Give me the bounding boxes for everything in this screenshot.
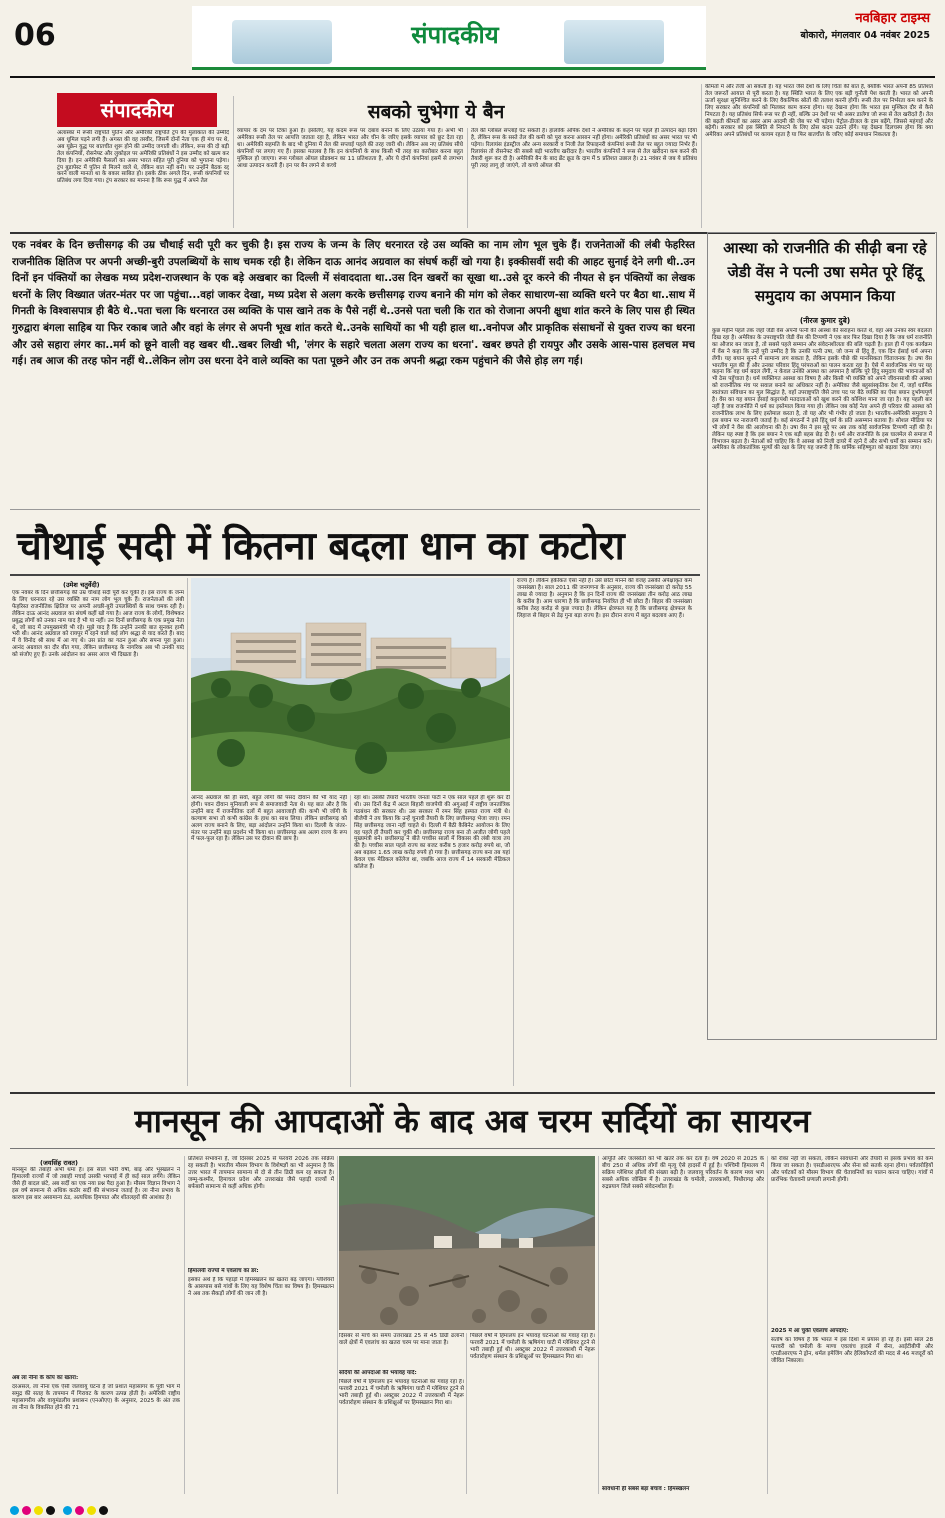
photo-caption: दिसंबर से मार्च का समय उत्तराखंड 25 से 45 डिग्री ढलानों वाले क्षेत्रों में एवलांच का खतरा चरम पर माना जाता है। [339, 1333, 464, 1346]
bottom-author: (जयसिंह रावत) [40, 1159, 78, 1167]
bottom-col-1b: दरअसल, ला नीना एक ऐसी जलवायु घटना है जो प्रशांत महासागर के पूर्वी भाग में समुद्र की सतह के तापमान में गिरावट के कारण उत्पन्न होती है। अमेरिकी राष्ट्रीय महासागरीय और वायुमंडलीय प्रशासन (एनओएए) के अनुसार, 2025 के अंत तक ला नीना के विकसित होने की 71 [12, 1384, 180, 1411]
lead-author: (उमेश चतुर्वेदी) [63, 581, 100, 589]
lead-col-2: आनंद अग्रवाल की ही सर्वो, बहुत लोगों की पसंद दीवान की भी याद नहीं होगी। पवन दीवान मुनियाली रूप से समाजवादी नेता थे। यह बात और है कि उन्होंने बाद में राजनीतिक दलों में बहुत आवाजाही की। कभी भी जाँगी के कल्याण सभा तो कभी कांग्रेस के हाथ का साथ लिया। लेकिन छत्तीसगढ़ को अलग राज्य बनाने के लिए, बड़ा आंदोलन उन्होंने किया था। दिल्ली के जंतर-मंतर पर उन्होंने बड़ा प्रदर्शन भी किया था। छत्तीसगढ़ अब अलग राज्य के रूप में फल-फूल रहा है। लेकिन उस पर दीवान की छाप है। [191, 795, 347, 843]
editorial-col-3: तेल की ग्लोबल सप्लाई घट सकती है। हालांकि ओपेक देशों ने अमेरिका के कहने पर पहले ही उत्पादन बढ़ा दिया है, लेकिन रूस के सस्ते तेल की कमी को पूरा करना आसान नहीं होगा। अमेरिकी प्रतिबंधों का असर भारत पर भी पड़ेगा। रिलायंस इंडस्ट्रीज और अन्य सरकारी व निजी तेल रिफाइनरी कंपनियां रूसी तेल पर बहुत ज्यादा निर्भर हैं। रिलायंस तो रोसनेफ्ट की सबसे बड़ी भारतीय खरीदार है। भारतीय कंपनियों ने रूस से तेल खरीदना कम करने की तैयारी शुरू कर दी है। अमेरिकी बैन के बाद ब्रेंट क्रूड के दाम में 5 प्रतिशत उछाल है। 21 नवंबर से जब ये प्रतिबंध पूरी तरह लागू हो जाएंगे, तो कच्चे ऑयल की [471, 128, 697, 169]
newspaper-name: नवबिहार टाइम्स [855, 11, 930, 26]
bottom-col-2b: इसका अर्थ है कि पहाड़ों में हिमस्खलन का खतरा बढ़ जाएगा। ग्लेशियरों के आसपास बसे गांवों के लिए यह विशेष चिंता का विषय है। हिमस्खलन ने अब तक सैकड़ों लोगों की जान ली है। [188, 1277, 334, 1297]
bottom-col-5b: संतोष का विषय है कि भारत में इस दिशा में प्रयास हो रहे हैं। इसी साल 28 फरवरी को चमोली के माणा एवलांच हादसे में सेना, आईटीबीपी और एनडीआरएफ ने ड्रोन, थर्मल इमेजिंग और हेलिकॉप्टरों की मदद से 46 मजदूरों को जीवित निकाला। [771, 1337, 933, 1364]
bottom-col-4: आपूर्ति और जलस्रोतों को भी खतरे तक कर देता है। वर्ष 2020 से 2025 के बीच 250 से अधिक लोगों की मृत्यु ऐसे हादसों में हुई है। पश्चिमी हिमालय में सक्रिय ग्लेशियर झीलों की संख्या बढ़ी है। जलवायु परिवर्तन के कारण मध्य भाग सबसे अधिक जोखिम में है। उत्तराखंड के चमोली, उत्तरकाशी, पिथौरागढ़ और रुद्रप्रयाग जिले सबसे संवेदनशील हैं। [602, 1156, 764, 1190]
raipur-building-photo [191, 578, 510, 791]
editorial-col-4: कीमतों में और तेजी आ सकती है। यह भारत जैसे देशों के लिए चिंता की बात है, क्योंकि भारत अपनी 85 प्रतिशत तेल जरूरतें आयात से पूरी करता है। यह स्थिति भारत के लिए एक बड़ी चुनौती पेश करती है। भारत को अपनी ऊर्जा सुरक्षा सुनिश्चित करने के लिए वैकल्पिक स्रोतों की तलाश करनी होगी। रूसी तेल पर निर्भरता कम करने के लिए सरकार और कंपनियों को मिलकर काम करना होगा। यह देखना होगा कि भारत इस मुश्किल दौर से कैसे निपटता है। यह प्रतिबंध सिर्फ रूस पर ही नहीं, बल्कि उन देशों पर भी असर डालेगा जो रूस से तेल खरीदते हैं। तेल की बढ़ती कीमतों का असर आम आदमी की जेब पर भी पड़ेगा। पेट्रोल-डीजल के दाम बढ़ेंगे, जिससे महंगाई और बढ़ेगी। सरकार को इस स्थिति से निपटने के लिए ठोस कदम उठाने होंगे। यह देखना दिलचस्प होगा कि क्या अमेरिका अपने प्रतिबंधों पर कायम रहता है या फिर बातचीत के जरिए कोई समाधान निकलता है। [705, 84, 933, 139]
landmark-art-icon [232, 20, 332, 64]
date-line: बोकारो, मंगलवार 04 नवंबर 2025 [800, 30, 930, 41]
bottom-col-4-caption: सावधानी ही सबसे बड़ा बचाव : हिमस्खलन [602, 1486, 690, 1492]
lead-col-3: रहा था। उसकी तैयारी भारतीय जनता पार्टी ने एक साल पहले ही शुरू कर दी थी। उस दिनों केंद्र में अटल बिहारी वाजपेयी की अगुआई में राष्ट्रीय जनतांत्रिक गठबंधन की सरकार थी। उस सरकार में रमन सिंह इस्पात राज्य मंत्री थे। बीजेपी ने तय किया कि उन्हें चुनावी तैयारी के लिए छत्तीसगढ़ भेजा जाए। रमन सिंह छत्तीसगढ़ जाना नहीं चाहते थे। दिल्ली में बैठी कैबिनेट आयोजन के लिए वह पहले ही तैयारी कर चुकी थी। छत्तीसगढ़ राज्य बना तो अजीत जोगी पहले मुख्यमंत्री बने। छत्तीसगढ़ ने बीते पच्चीस सालों में विकास की लंबी यात्रा तय की है। पच्चीस साल पहले राज्य का बजट करीब 5 हजार करोड़ रुपये था, जो अब बढ़कर 1.65 लाख करोड़ रुपये हो गया है। छत्तीसगढ़ राज्य बना तब यहां केवल एक मेडिकल कॉलेज था, जबकि आज राज्य में 14 सरकारी मेडिकल कॉलेज हैं। [354, 795, 510, 871]
bottom-col-5: को रोका नहीं जा सकता, लेकिन सावधानी और तैयारी से इसके प्रभाव को कम किया जा सकता है। एसडीआरएफ और सेना को सतर्क रहना होगा। पर्वतारोहियों और पर्यटकों को मौसम विभाग की चेतावनियों का पालन करना चाहिए। गांवों में प्रारंभिक चेतावनी प्रणाली लगानी होगी। [771, 1156, 933, 1183]
page-header [0, 0, 945, 84]
bottom-col-1: मानसून की तबाही अभी थमा है। इस साल भारी वर्षा, बाढ़ और भूस्खलन ने हिमालयी राज्यों में जो तबाही मचाई उसकी भरपाई में ही कई साल लगेंगे। लेकिन जैसे ही बादल छंटे, अब सर्दी का एक नया प्रश्न पैदा हुआ है। मौसम विज्ञान विभाग ने इस वर्ष सामान्य से अधिक कठोर सर्दी की संभावना जताई है। ला नीना प्रभाव के कारण इस बार असामान्य ठंड, अत्यधिक हिमपात और शीतलहरों की आशंका है। [12, 1167, 180, 1201]
bottom-headline: मानसून की आपदाओं के बाद अब चरम सर्दियों का सायरन [134, 1102, 811, 1140]
editorial-col-2: व्यापार के दम पर टिका हुआ है। इसलिए, यह कदम रूस पर दबाव बनाने के लिए उठाया गया है। अभी भी अमेरिका रूसी तेल पर आपत्ति जताता रहा है, लेकिन भारत और चीन के जरिए इसके व्यापार को छूट देता रहा था। अमेरिकी सहमति के बाद भी दुनिया में तेल की सप्लाई पहले की तरह जारी थी। लेकिन अब नए प्रतिबंध सीधे कंपनियों पर लगाए गए हैं। इसका मतलब है कि इन कंपनियों के साथ किसी भी तरह का कारोबार करना बहुत मुश्किल हो जाएगा। रूस ग्लोबल ऑयल प्रोडक्शन का 11 प्रतिशतता है, और ये दोनों कंपनियां इसमें से लगभग आधा उत्पादन करती हैं। इन पर बैन लगने से कच्चे [237, 128, 463, 169]
bottom-subhead-1: अब ला नीना के कोप का खतरा: [12, 1375, 79, 1381]
sidebar-headline: आस्था को राजनीति की सीढ़ी बना रहे जेडी वेंस ने पत्नी उषा समेत पूरे हिंदू समुदाय का अपमान किया [723, 239, 927, 305]
editorial-col-1: अलास्का में रूसी राष्ट्रपति पुतिन और अमेरिकी राष्ट्रपति ट्रंप की मुलाकात की उम्मीदें अब धूमिल पड़ने लगी हैं। अगस्त की वह तस्वीर, जिसमें दोनों नेता एक ही मंच पर थे, अब यूक्रेन युद्ध पर बातचीत शुरू होने की उम्मीद जगाती थी। लेकिन, रूस की दो बड़ी तेल कंपनियों, रोसनेफ्ट और लुकोइल पर अमेरिकी प्रतिबंधों ने इस उम्मीद को खत्म कर दिया है। इन अमेरिकी फैसलों का असर भारत सहित पूरी दुनिया को भुगतना पड़ेगा। ट्रंप बुडापेस्ट में पुतिन से मिलने वाले थे, लेकिन बात नहीं बनी। पर उन्होंने बैठक रद्द करने वाली मानता था के बकार साबित हो। इसके ठीक अगले दिन, रूसी कंपनियों पर प्रतिबंध लगा दिया गया। ट्रंप सरकार का मानना है कि रूस युद्ध में अपने तेल [57, 130, 229, 185]
bottom-subhead-2: हिमालयी राज्यों में एवलांच का डर: [188, 1268, 259, 1274]
bottom-col-3: पिछले वर्षों में हिमालय इन भयावह घटनाओं का गवाह रहा है। फरवरी 2021 में चमोली के ऋषिगंगा घाटी में ग्लेशियर टूटने से भारी तबाही हुई थी। अक्टूबर 2022 में उत्तरकाशी में नेहरू पर्वतारोहण संस्थान के प्रशिक्षुओं पर हिमस्खलन गिरा था। [339, 1379, 464, 1406]
bottom-subhead-5: 2025 में आ चुकी एवलांच आपदाएं: [771, 1328, 849, 1334]
lead-headline: चौथाई सदी में कितना बदला धान का कटोरा [17, 524, 625, 569]
sidebar-author: (नीरज कुमार दुबे) [799, 316, 851, 325]
lead-col-1: एक नवंबर के दिन छत्तीसगढ़ की उम्र चौथाई सदी पूरी कर चुकी है। इस राज्य के जन्म के लिए धरनारत रहे उस व्यक्ति का नाम लोग भूल चुके हैं। राजनेताओं की लंबी फेहरिस्त राजनीतिक क्षितिज पर अपनी अच्छी-बुरी उपलब्धियों के साथ चमक रही है। लेकिन दाऊ आनंद अग्रवाल का संघर्ष कहीं खो गया है। आज राज्य के लोगों, विशेषकर प्रबुद्ध लोगों को उनका नाम याद है भी या नहीं। उन दिनों छत्तीसगढ़ के एक प्रमुख नेता थे, जो बाद में उपमुख्यमंत्री भी रहे। मुझे याद है कि उन्होंने उनकी बात सुनकर हामी भरी थी। आनंद अग्रवाल को रायपुर में रहने वाले कई लोग श्रद्धा से याद करते हैं। बाद में वे विनोद श्री साथ में आ गए थे। उस प्रांत का गठन हुआ और सपना पूरा हुआ। आनंद अग्रवाल का दौर बीत गया, लेकिन छत्तीसगढ़ के नागरिक अब भी उनकी याद को संजोए हुए हैं। उनके आंदोलन का असर आज भी दिखता है। [12, 590, 184, 659]
header-rule [10, 76, 935, 78]
bottom-subhead-3: सर्दियों की आपदाओं की भयावह यादें: [339, 1370, 417, 1376]
bottom-col-3c: पिछले वर्षों में हिमालय इन भयावह घटनाओं का गवाह रहा है। फरवरी 2021 में चमोली के ऋषिगंगा घाटी में ग्लेशियर टूटने से भारी तबाही हुई थी। अक्टूबर 2022 में उत्तरकाशी में नेहरू पर्वतारोहण संस्थान के प्रशिक्षुओं पर हिमस्खलन गिरा था। [470, 1333, 595, 1360]
bottom-col-2: प्रतिशत संभावना है, जो दिसंबर 2025 से फरवरी 2026 तक सक्रिय रह सकती है। भारतीय मौसम विभाग के विशेषज्ञों का भी अनुमान है कि उत्तर भारत में तापमान सामान्य से दो से तीन डिग्री कम रह सकता है। जम्मू-कश्मीर, हिमाचल प्रदेश और उत्तराखंड जैसे पहाड़ी राज्यों में बर्फबारी सामान्य से कहीं अधिक होगी। [188, 1156, 334, 1190]
lead-col-4: राज्य है। लेकिन हकीकत ऐसा नहीं है। उसे छोटा मानने की वजह उसकी अपेक्षाकृत कम जनसंख्या है। साल 2011 की जनगणना के अनुसार, राज्य की जनसंख्या दो करोड़ 55 लाख से ज्यादा है। अनुमान है कि इन दिनों राज्य की जनसंख्या तीन करोड़ आठ लाख के करीब है। आम धारणा है कि छत्तीसगढ़ नियंत्रित ही भी छोटा हैं। बिहार की जनसंख्या करीब तेरह करोड़ से कुछ ज्यादा है। लेकिन क्षेत्रफल यह है कि छत्तीसगढ़ क्षेत्रफल के लिहाज से बिहार से डेढ़ गुना बड़ा राज्य है। इस दौरान राज्य में बहुत बदलाव आए हैं। [517, 578, 692, 619]
section-title: संपादकीय [411, 21, 499, 49]
figure-art-icon [564, 20, 664, 64]
sidebar-body: कुछ महीने पहले तक जहाँ जेडी वेंस अपनी पत्नी की आस्था की सराहना करते थे, वहां अब उनका स्वर बदलता दिख रहा है। अमेरिका के उपराष्ट्रपति जेडी वेंस की टिप्पणी ने एक बार फिर दिखा दिया है कि जब धर्म राजनीति का औजार बन जाता है, तो सबसे पहले सम्मान और संवेदनशीलता की बलि चढ़ती है। हाल ही में एक कार्यक्रम में वेंस ने कहा कि उन्हें पूरी उम्मीद है कि उनकी पत्नी उषा, जो जन्म से हिंदू हैं, एक दिन ईसाई धर्म अपना लेंगी। यह बयान सुनने में सामान्य लग सकता है, लेकिन इसके पीछे की मानसिकता चिंताजनक है। उषा वेंस भारतीय मूल की हैं और उनका परिवार हिंदू परंपराओं का पालन करता रहा है। ऐसे में सार्वजनिक मंच पर यह कहना कि वह धर्म बदल लेंगी, न केवल उनकी आस्था का अपमान है बल्कि पूरे हिंदू समुदाय की भावनाओं को भी ठेस पहुँचाता है। धर्म व्यक्तिगत आस्था का विषय है और किसी भी व्यक्ति को अपने जीवनसाथी की आस्था को राजनीतिक मंच पर सवाल बनाने का अधिकार नहीं है। अमेरिका जैसे बहुसांस्कृतिक देश में, जहाँ धार्मिक स्वतंत्रता संविधान का मूल सिद्धांत है, वहाँ उपराष्ट्रपति जैसे उच्च पद पर बैठे व्यक्ति का ऐसा बयान दुर्भाग्यपूर्ण है। वेंस का यह बयान ईसाई कट्टरपंथी मतदाताओं को खुश करने की कोशिश माना जा रहा है। यह पहली बार नहीं है जब राजनीति में धर्म का इस्तेमाल किया गया हो। लेकिन जब कोई नेता अपने ही परिवार की आस्था को राजनीतिक लाभ के लिए इस्तेमाल करता है, तो यह और भी गंभीर हो जाता है। भारतीय-अमेरिकी समुदाय ने इस बयान पर नाराजगी जताई है। कई संगठनों ने इसे हिंदू धर्म के प्रति असम्मान बताया है। सोशल मीडिया पर भी लोगों ने वेंस की आलोचना की है। उषा वेंस ने इस मुद्दे पर अब तक कोई सार्वजनिक टिप्पणी नहीं की है। लेकिन यह स्पष्ट है कि इस बयान ने एक बड़ी बहस छेड़ दी है। धर्म और राजनीति के इस घालमेल से समाज में विभाजन बढ़ता है। नेताओं को चाहिए कि वे आस्था को निजी दायरे में रहने दें और सभी धर्मों का सम्मान करें। अमेरिका के लोकतांत्रिक मूल्यों की रक्षा के लिए यह जरूरी है कि धार्मिक सहिष्णुता को बढ़ावा दिया जाए। [712, 328, 932, 452]
lead-blurb: एक नवंबर के दिन छत्तीसगढ़ की उम्र चौथाई सदी पूरी कर चुकी है। इस राज्य के जन्म के लिए धरनारत रहे उस व्यक्ति का नाम लोग भूल चुके हैं। राजनेताओं की लंबी फेहरिस्त राजनीतिक क्षितिज पर अपनी अच्छी-बुरी उपलब्धियों के साथ चमक रही है। लेकिन दाऊ आनंद अग्रवाल का संघर्ष कहीं खो गया है। इक्कीसवीं सदी की आहट सुनाई देने लगी थी..उन दिनों इन पंक्तियों का लेखक मध्य प्रदेश-राजस्थान के एक बड़े अखबार का दिल्ली में संवाददाता था..उस दिन खबरों का सूखा था..उसे दूर करने की नीयत से इन पंक्तियों का लेखक धरनों के लिए विख्यात जंतर-मंतर पर जा पहुंचा...वहां जाकर देखा, मध्य प्रदेश से अलग करके छत्तीसगढ़ राज्य बनाने की मांग को लेकर साधारण-सा व्यक्ति धरने पर बैठा था..साथ में गिनती के विश्वासपात्र ही बैठे थे..पता चला कि धरनारत उस व्यक्ति के पास खाने तक के पैसे नहीं थे..उनसे पता चली कि रात को रोजाना अपनी क्षुधा शांत करने के लिए पास ही स्थित गुरुद्वारा बंगला साहिब या फिर रकाब जाते और वहां के लंगर से अपनी भूख शांत करते थे..उनके साथियों का भी यही हाल था..वनोपज और प्राकृतिक संसाधनों से युक्त राज्य का धरना और उसे सहारा लंगर का..मर्म को छूने वाली वह खबर थी..खबर लिखी भी, 'लंगर के सहारे चलता अलग राज्य का धरना'. खबर छपते ही रायपुर और उसके आस-पास हलचल मच गई। तब आज की तरह फोन नहीं थे..लेकिन लोग उस धरना देने वाले व्यक्ति का पता पूछने और उन तक अपनी श्रद्धा रकम पहुंचाने की जैसे होड़ लग गई। [12, 239, 695, 368]
editorial-label: संपादकीय [57, 93, 217, 127]
editorial-headline: सबको चुभेगा ये बैन [367, 101, 505, 123]
avalanche-debris-photo [339, 1156, 595, 1330]
page-number: 06 [14, 18, 56, 53]
print-color-bar [10, 1500, 935, 1510]
